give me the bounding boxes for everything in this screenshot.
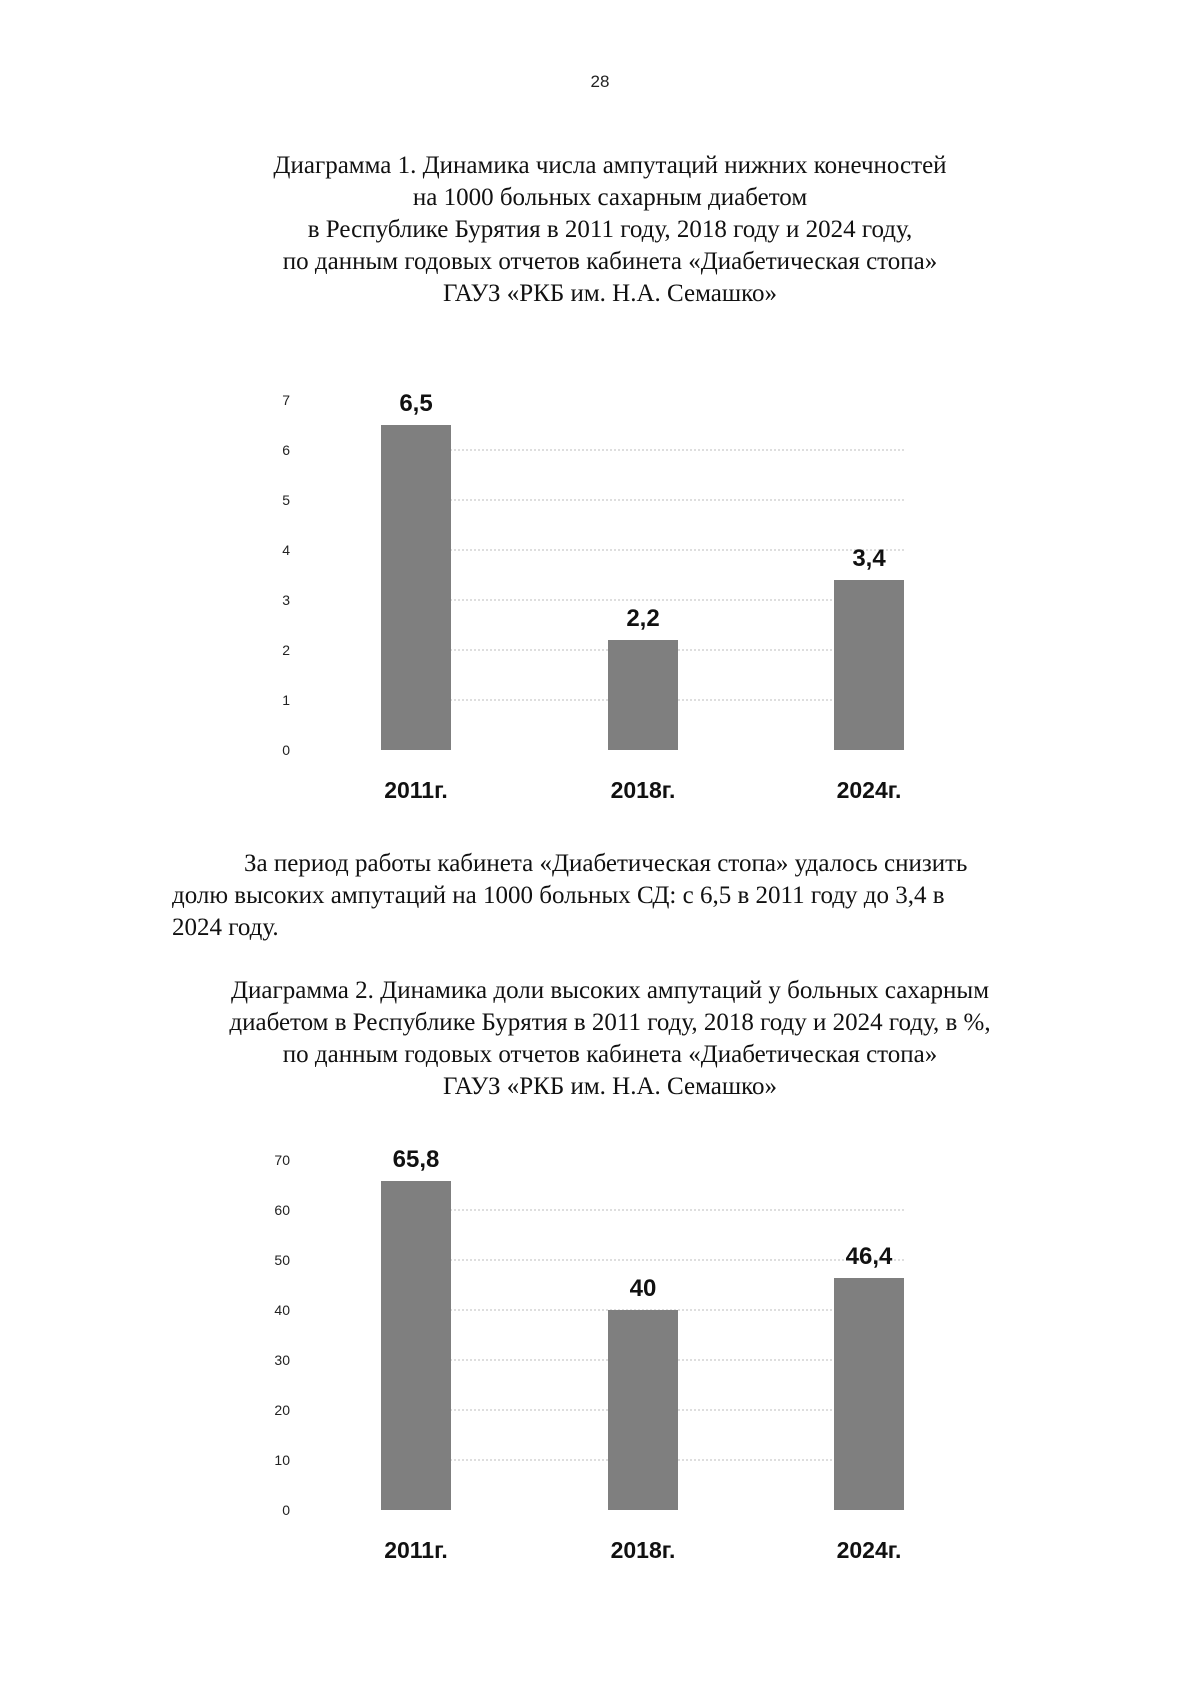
data-label: 46,4	[845, 1243, 893, 1270]
page-number: 28	[590, 72, 610, 91]
y-tick-label: 1	[282, 692, 290, 708]
chart-1-caption	[150, 150, 1070, 310]
caption-line: Диаграмма 2. Динамика доли высоких ампутаций у больных сахарным	[230, 977, 990, 1004]
chart-2	[0, 1140, 1200, 1563]
data-label: 40	[629, 1275, 657, 1302]
caption-line: Диаграмма 1. Динамика числа ампутаций нижних конечностей	[273, 152, 947, 179]
y-tick-label: 2	[282, 642, 290, 658]
y-tick-label: 30	[274, 1352, 290, 1368]
caption-line: ГАУЗ «РКБ им. Н.А. Семашко»	[443, 1073, 777, 1100]
caption-line: по данным годовых отчетов кабинета «Диабетическая стопа»	[282, 248, 938, 275]
chart-1	[0, 380, 1200, 803]
bar	[381, 425, 451, 750]
x-category-label: 2018г.	[610, 777, 676, 803]
caption-line: диабетом в Республике Бурятия в 2011 году, 2018 году и 2024 году, в %,	[229, 1009, 991, 1036]
y-tick-label: 10	[274, 1452, 290, 1468]
data-label: 3,4	[852, 545, 886, 572]
x-category-label: 2011г.	[384, 1537, 448, 1563]
body-paragraph	[172, 848, 1072, 944]
chart-2-caption	[150, 975, 1070, 1103]
y-tick-label: 50	[274, 1252, 290, 1268]
data-label: 6,5	[399, 390, 433, 417]
caption-line: в Республике Бурятия в 2011 году, 2018 году и 2024 году,	[307, 216, 913, 243]
x-category-label: 2018г.	[610, 1537, 676, 1563]
data-label: 65,8	[392, 1146, 440, 1173]
bar	[381, 1181, 451, 1510]
caption-line: по данным годовых отчетов кабинета «Диабетическая стопа»	[282, 1041, 938, 1068]
x-category-label: 2024г.	[836, 1537, 902, 1563]
paragraph-line: 2024 году.	[172, 914, 279, 941]
x-category-label: 2024г.	[836, 777, 902, 803]
y-tick-label: 3	[282, 592, 290, 608]
y-tick-label: 0	[282, 742, 290, 758]
y-tick-label: 40	[274, 1302, 290, 1318]
data-label: 2,2	[626, 605, 660, 632]
bar	[834, 580, 904, 750]
y-tick-label: 0	[282, 1502, 290, 1518]
bar	[608, 1310, 678, 1510]
y-tick-label: 20	[274, 1402, 290, 1418]
y-tick-label: 6	[282, 442, 290, 458]
y-tick-label: 60	[274, 1202, 290, 1218]
caption-line: на 1000 больных сахарным диабетом	[412, 184, 808, 211]
y-tick-label: 5	[282, 492, 290, 508]
paragraph-line: долю высоких ампутаций на 1000 больных СД: с 6,5 в 2011 году до 3,4 в	[172, 882, 945, 909]
y-tick-label: 7	[282, 392, 290, 408]
y-tick-label: 4	[282, 542, 290, 558]
bar	[608, 640, 678, 750]
bar	[834, 1278, 904, 1510]
paragraph-line: За период работы кабинета «Диабетическая стопа» удалось снизить	[244, 850, 968, 877]
caption-line: ГАУЗ «РКБ им. Н.А. Семашко»	[443, 280, 777, 307]
x-category-label: 2011г.	[384, 777, 448, 803]
y-tick-label: 70	[274, 1152, 290, 1168]
